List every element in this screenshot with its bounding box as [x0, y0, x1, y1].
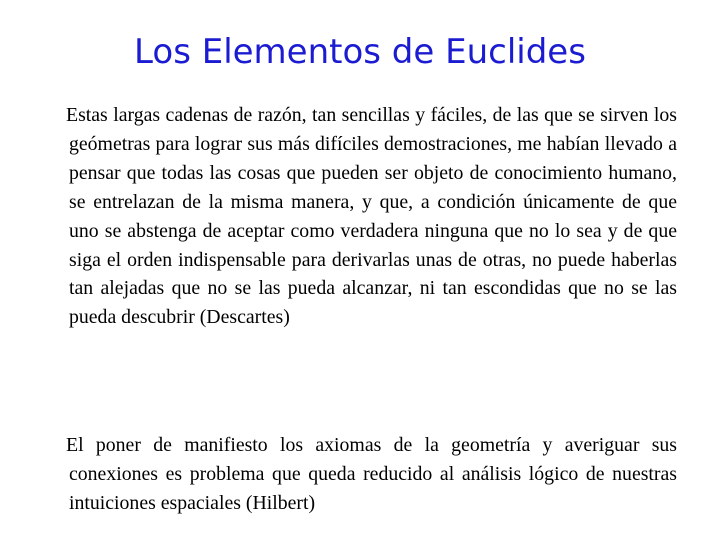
slide-title: Los Elementos de Euclides: [134, 32, 586, 72]
quote-hilbert-paragraph: El poner de manifiesto los axiomas de la geometría y averiguar sus conexiones es problema que queda reducido al análisis lógico de nuestras intuiciones espaciales (Hilbert): [66, 434, 677, 514]
quote-descartes-paragraph: Estas largas cadenas de razón, tan sencillas y fáciles, de las que se sirven los geómetras para lograr sus más difíciles demostraciones, me habían llevado a pensar que todas las cosas que pueden ser objeto de conocimiento humano, se entrelazan de la misma manera, y que, a condición únicamente de que uno se abstenga de aceptar como verdadera ninguna que no lo sea y de que siga el orden indispensable para derivarlas unas de otras, no puede haberlas tan alejadas que no se las pueda alcanzar, ni tan escondidas que no se las pueda descubrir (Descartes): [66, 104, 677, 329]
